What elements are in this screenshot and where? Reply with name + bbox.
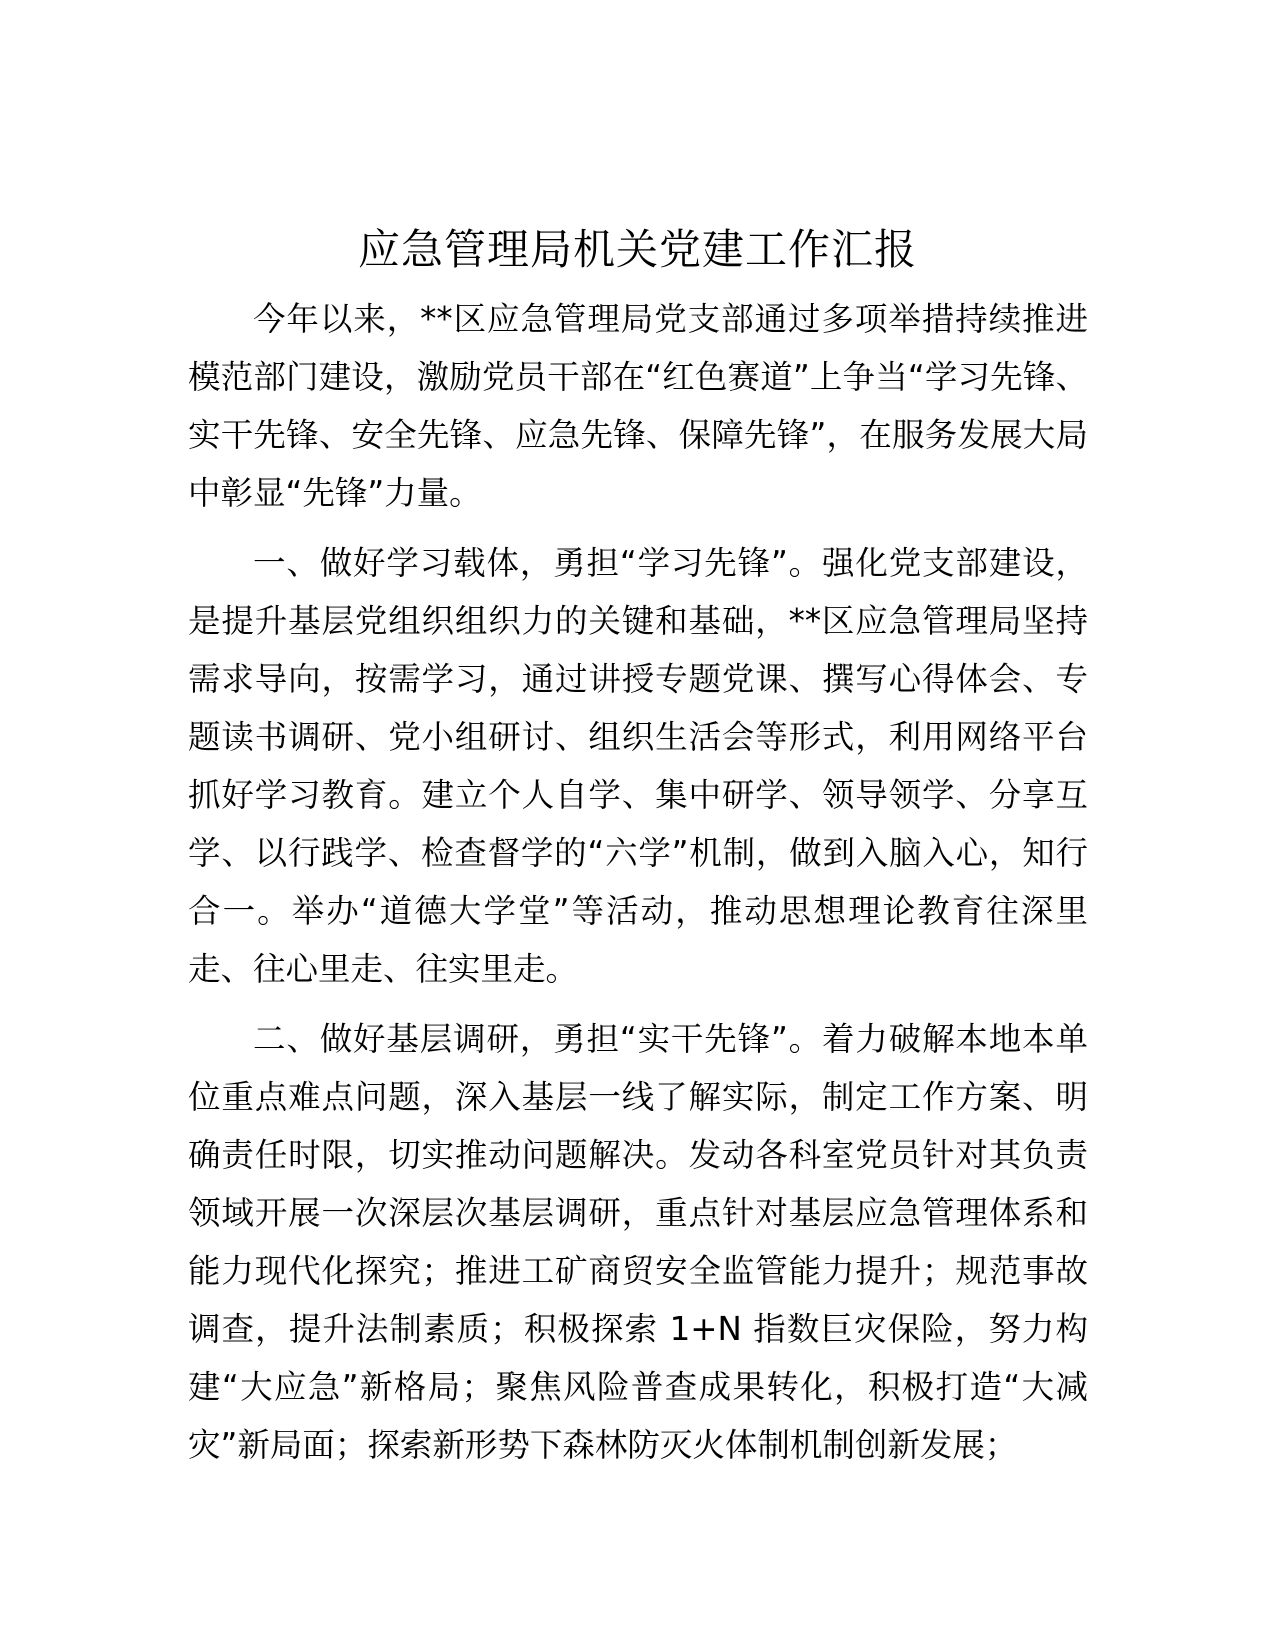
document-body [188, 290, 1088, 1474]
paragraph-section-1: 一、做好学习载体，勇担“学习先锋”。强化党支部建设，是提升基层党组织组织力的关键和基础，**区应急管理局坚持需求导向，按需学习，通过讲授专题党课、撰写心得体会、专题读书调研、党小组研讨、组织生活会等形式，利用网络平台抓好学习教育。建立个人自学、集中研学、领导领学、分享互学、以行践学、检查督学的“六学”机制，做到入脑入心，知行合一。举办“道德大学堂”等活动，推动思想理论教育往深里走、往心里走、往实里走。 [188, 544, 1088, 988]
paragraph-intro: 今年以来，**区应急管理局党支部通过多项举措持续推进模范部门建设，激励党员干部在“红色赛道”上争当“学习先锋、实干先锋、安全先锋、应急先锋、保障先锋”，在服务发展大局中彰显“先锋”力量。 [188, 300, 1088, 512]
document-title: 应急管理局机关党建工作汇报 [357, 225, 917, 274]
paragraph-section-2: 二、做好基层调研，勇担“实干先锋”。着力破解本地本单位重点难点问题，深入基层一线了解实际，制定工作方案、明确责任时限，切实推动问题解决。发动各科室党员针对其负责领域开展一次深层次基层调研，重点针对基层应急管理体系和能力现代化探究；推进工矿商贸安全监管能力提升；规范事故调查，提升法制素质；积极探索 1+N 指数巨灾保险，努力构建“大应急”新格局；聚焦风险普查成果转化，积极打造“大减灾”新局面；探索新形势下森林防灭火体制机制创新发展； [188, 1020, 1088, 1464]
